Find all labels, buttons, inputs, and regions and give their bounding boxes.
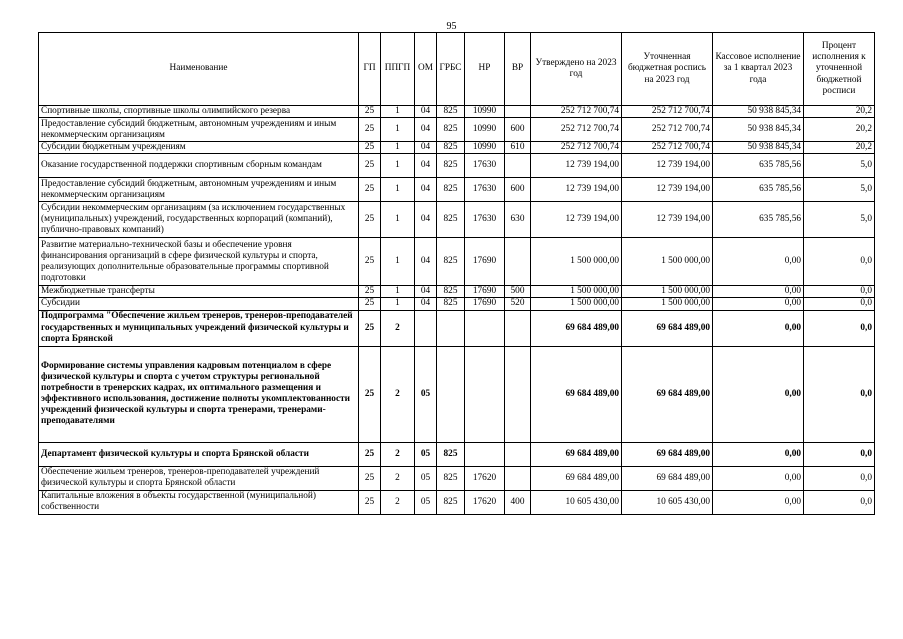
cell-percent: 20,2 [804,142,875,154]
cell-approved: 252 712 700,74 [531,118,622,142]
header-refined: Уточненная бюджетная роспись на 2023 год [622,33,713,106]
cell-gp: 25 [359,310,381,346]
cell-om: 04 [415,298,437,310]
cell-refined: 12 739 194,00 [622,178,713,202]
cell-cash: 0,00 [713,286,804,298]
cell-approved: 1 500 000,00 [531,298,622,310]
header-ppgp: ППГП [381,33,415,106]
cell-nr: 17690 [465,298,505,310]
cell-name: Развитие материально-технической базы и обеспечение уровня финансирования организаций в сфере физической культуры и спорта, реализующих дополнительные образовательные программы спортивной подготовки [39,238,359,286]
cell-vr [505,346,531,442]
cell-gp: 25 [359,142,381,154]
cell-om [415,310,437,346]
cell-approved: 69 684 489,00 [531,442,622,466]
cell-ppgp: 1 [381,202,415,238]
cell-name: Оказание государственной поддержки спортивным сборным командам [39,154,359,178]
cell-name: Предоставление субсидий бюджетным, автономным учреждениям и иным некоммерческим организациям [39,118,359,142]
cell-gp: 25 [359,466,381,490]
cell-om: 05 [415,466,437,490]
cell-vr: 500 [505,286,531,298]
cell-vr [505,238,531,286]
table-row [39,466,875,490]
cell-grbs: 825 [437,202,465,238]
cell-grbs: 825 [437,154,465,178]
cell-vr [505,466,531,490]
cell-name: Обеспечение жильем тренеров, тренеров-преподавателей учреждений физической культуры и спорта Брянской области [39,466,359,490]
cell-refined: 1 500 000,00 [622,298,713,310]
cell-grbs: 825 [437,178,465,202]
cell-refined: 69 684 489,00 [622,466,713,490]
cell-cash: 0,00 [713,238,804,286]
cell-percent: 20,2 [804,106,875,118]
cell-nr: 10990 [465,142,505,154]
budget-table [38,32,875,515]
cell-nr [465,346,505,442]
cell-om: 04 [415,202,437,238]
cell-om: 04 [415,142,437,154]
cell-ppgp: 1 [381,298,415,310]
cell-approved: 69 684 489,00 [531,466,622,490]
cell-om: 04 [415,238,437,286]
cell-gp: 25 [359,178,381,202]
header-grbs: ГРБС [437,33,465,106]
cell-cash: 0,00 [713,466,804,490]
cell-grbs: 825 [437,298,465,310]
cell-name: Департамент физической культуры и спорта Брянской области [39,442,359,466]
cell-name: Формирование системы управления кадровым потенциалом в сфере физической культуры и спорта с учетом структуры региональной потребности в тренерских кадрах, их оптимального размещения и эффективного использования, достижение полноты укомплектованности учреждений физической культуры и спорта тренерами, тренерами-преподавателями [39,346,359,442]
cell-gp: 25 [359,154,381,178]
cell-nr [465,310,505,346]
cell-nr: 17620 [465,466,505,490]
cell-vr: 520 [505,298,531,310]
cell-name: Спортивные школы, спортивные школы олимпийского резерва [39,106,359,118]
cell-approved: 12 739 194,00 [531,202,622,238]
cell-om: 04 [415,154,437,178]
cell-approved: 1 500 000,00 [531,286,622,298]
cell-percent: 0,0 [804,442,875,466]
cell-gp: 25 [359,286,381,298]
cell-cash: 50 938 845,34 [713,118,804,142]
cell-nr [465,442,505,466]
cell-om: 04 [415,106,437,118]
table-row [39,490,875,514]
header-gp: ГП [359,33,381,106]
cell-grbs: 825 [437,466,465,490]
cell-om: 05 [415,442,437,466]
cell-gp: 25 [359,106,381,118]
cell-cash: 0,00 [713,490,804,514]
cell-vr: 600 [505,178,531,202]
cell-ppgp: 2 [381,466,415,490]
cell-grbs: 825 [437,106,465,118]
table-row [39,442,875,466]
cell-grbs: 825 [437,118,465,142]
header-cash: Кассовое исполнение за 1 квартал 2023 года [713,33,804,106]
cell-approved: 69 684 489,00 [531,346,622,442]
cell-ppgp: 1 [381,178,415,202]
table-row [39,346,875,442]
table-row [39,298,875,310]
cell-ppgp: 1 [381,286,415,298]
cell-cash: 635 785,56 [713,202,804,238]
cell-nr: 17620 [465,490,505,514]
cell-approved: 252 712 700,74 [531,106,622,118]
cell-om: 04 [415,118,437,142]
cell-om: 04 [415,178,437,202]
cell-refined: 252 712 700,74 [622,142,713,154]
cell-gp: 25 [359,202,381,238]
cell-refined: 252 712 700,74 [622,118,713,142]
cell-ppgp: 1 [381,106,415,118]
cell-approved: 12 739 194,00 [531,154,622,178]
cell-refined: 252 712 700,74 [622,106,713,118]
cell-gp: 25 [359,118,381,142]
header-vr: ВР [505,33,531,106]
cell-approved: 69 684 489,00 [531,310,622,346]
cell-vr [505,310,531,346]
cell-gp: 25 [359,346,381,442]
cell-refined: 12 739 194,00 [622,202,713,238]
cell-vr [505,442,531,466]
cell-cash: 0,00 [713,298,804,310]
table-row [39,142,875,154]
header-approved: Утверждено на 2023 год [531,33,622,106]
cell-grbs: 825 [437,238,465,286]
cell-percent: 5,0 [804,202,875,238]
table-body [39,106,875,515]
cell-cash: 50 938 845,34 [713,106,804,118]
cell-nr: 17630 [465,178,505,202]
cell-refined: 69 684 489,00 [622,310,713,346]
cell-refined: 69 684 489,00 [622,442,713,466]
cell-cash: 50 938 845,34 [713,142,804,154]
cell-refined: 10 605 430,00 [622,490,713,514]
cell-name: Подпрограмма "Обеспечение жильем тренеров, тренеров-преподавателей государственных и муниципальных учреждений физической культуры и спорта Брянской [39,310,359,346]
cell-cash: 0,00 [713,442,804,466]
cell-approved: 1 500 000,00 [531,238,622,286]
cell-nr: 17690 [465,238,505,286]
table-row [39,310,875,346]
header-om: ОМ [415,33,437,106]
cell-name: Субсидии бюджетным учреждениям [39,142,359,154]
cell-vr: 610 [505,142,531,154]
cell-vr: 630 [505,202,531,238]
cell-percent: 5,0 [804,154,875,178]
cell-name: Предоставление субсидий бюджетным, автономным учреждениям и иным некоммерческим организациям [39,178,359,202]
header-nr: НР [465,33,505,106]
cell-name: Межбюджетные трансферты [39,286,359,298]
cell-om: 04 [415,286,437,298]
page-number: 95 [446,21,457,32]
cell-cash: 635 785,56 [713,154,804,178]
cell-approved: 252 712 700,74 [531,142,622,154]
cell-grbs: 825 [437,490,465,514]
cell-ppgp: 1 [381,238,415,286]
table-row [39,238,875,286]
cell-refined: 69 684 489,00 [622,346,713,442]
cell-ppgp: 2 [381,346,415,442]
cell-refined: 1 500 000,00 [622,238,713,286]
cell-approved: 10 605 430,00 [531,490,622,514]
cell-om: 05 [415,490,437,514]
cell-percent: 20,2 [804,118,875,142]
table-row [39,202,875,238]
cell-refined: 1 500 000,00 [622,286,713,298]
cell-percent: 0,0 [804,286,875,298]
cell-gp: 25 [359,298,381,310]
cell-vr: 600 [505,118,531,142]
cell-grbs: 825 [437,286,465,298]
cell-gp: 25 [359,238,381,286]
table-row [39,118,875,142]
cell-refined: 12 739 194,00 [622,154,713,178]
cell-grbs [437,346,465,442]
cell-percent: 0,0 [804,466,875,490]
cell-percent: 0,0 [804,298,875,310]
cell-cash: 635 785,56 [713,178,804,202]
cell-cash: 0,00 [713,310,804,346]
cell-grbs: 825 [437,442,465,466]
cell-percent: 0,0 [804,310,875,346]
cell-approved: 12 739 194,00 [531,178,622,202]
cell-nr: 10990 [465,118,505,142]
cell-nr: 17630 [465,154,505,178]
cell-gp: 25 [359,490,381,514]
cell-ppgp: 2 [381,310,415,346]
cell-nr: 17690 [465,286,505,298]
cell-name: Капитальные вложения в объекты государственной (муниципальной) собственности [39,490,359,514]
cell-cash: 0,00 [713,346,804,442]
cell-nr: 10990 [465,106,505,118]
cell-ppgp: 1 [381,154,415,178]
cell-grbs [437,310,465,346]
cell-percent: 5,0 [804,178,875,202]
table-row [39,178,875,202]
cell-percent: 0,0 [804,346,875,442]
cell-gp: 25 [359,442,381,466]
cell-name: Субсидии [39,298,359,310]
header-name: Наименование [39,33,359,106]
table-row [39,154,875,178]
header-row [39,33,875,106]
cell-grbs: 825 [437,142,465,154]
cell-ppgp: 1 [381,142,415,154]
table-row [39,106,875,118]
cell-nr: 17630 [465,202,505,238]
cell-vr: 400 [505,490,531,514]
cell-ppgp: 2 [381,442,415,466]
table-row [39,286,875,298]
cell-vr [505,154,531,178]
cell-om: 05 [415,346,437,442]
cell-vr [505,106,531,118]
cell-percent: 0,0 [804,238,875,286]
header-percent: Процент исполнения к уточненной бюджетной росписи [804,33,875,106]
cell-ppgp: 1 [381,118,415,142]
cell-percent: 0,0 [804,490,875,514]
cell-name: Субсидии некоммерческим организациям (за исключением государственных (муниципальных) учреждений, государственных корпораций (компаний), публично-правовых компаний) [39,202,359,238]
cell-ppgp: 2 [381,490,415,514]
